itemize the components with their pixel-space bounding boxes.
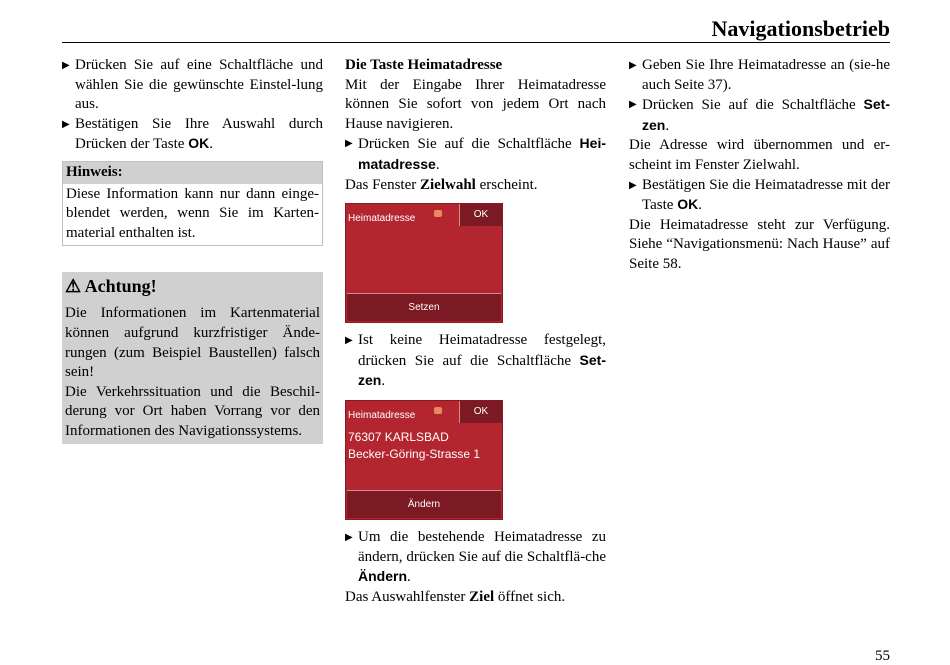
screen-address-line-2: Becker-Göring-Strasse 1 (348, 446, 481, 461)
paragraph: Das Fenster Zielwahl erscheint. (345, 176, 538, 193)
note-text: Diese Information kann nur dann einge-blendet werden, wenn Sie im Karten-material enthalten ist. (66, 185, 319, 241)
paragraph: Die Heimatadresse steht zur Verfügung. Siehe “Navigationsmenü: Nach Hause” auf Seite 58. (629, 216, 890, 272)
bullet-arrow-icon: ▶ (629, 60, 637, 71)
bullet-item: ▶ Um die bestehende Heimatadresse zu ändern, drücken Sie auf die Schaltflä-che Ändern. (345, 528, 606, 586)
note-title: Hinweis: (63, 162, 322, 184)
screen-ok-button: OK (459, 204, 502, 226)
button-label: Set-zen (358, 351, 606, 389)
bullet-arrow-icon: ▶ (345, 531, 353, 543)
warning-box (62, 272, 323, 443)
warning-text-2: Die Verkehrssituation und die Beschil-derung vor Ort haben Vorrang vor den Informationen des Navigationssystems. (65, 383, 320, 439)
warning-title: ⚠ Achtung! (65, 276, 157, 297)
bullet-arrow-icon: ▶ (345, 335, 353, 347)
header-rule (62, 42, 890, 43)
screen-aendern-button: Ändern (347, 490, 501, 518)
bullet-arrow-icon: ▶ (629, 99, 637, 111)
button-label: Hei-matadresse (358, 135, 606, 172)
paragraph: Die Adresse wird übernommen und er-scheint im Fenster Zielwahl. (629, 137, 890, 173)
warning-triangle-icon: ⚠ (65, 276, 82, 297)
paragraph: Das Auswahlfenster Ziel öffnet sich. (345, 588, 566, 605)
column-2 (345, 56, 606, 607)
note-box (62, 161, 323, 246)
bullet-arrow-icon: ▶ (62, 118, 70, 130)
home-icon (434, 407, 442, 414)
bullet-arrow-icon: ▶ (62, 60, 70, 71)
bullet-item: ▶ Drücken Sie auf die Schaltfläche Hei-matadresse. (345, 135, 606, 173)
section-heading: Die Taste Heimatadresse (345, 57, 503, 73)
bullet-item: ▶ Bestätigen Sie Ihre Auswahl durch Drücken der Taste OK. (62, 115, 323, 153)
key-label: OK (677, 196, 699, 213)
bullet-arrow-icon: ▶ (345, 138, 353, 150)
bullet-item: ▶ Drücken Sie auf die Schaltfläche Set-zen. (629, 96, 890, 134)
device-screenshot-aendern (345, 400, 503, 520)
bullet-item: ▶ Geben Sie Ihre Heimatadresse an (sie-he auch Seite 37). (629, 57, 890, 93)
screen-ok-button: OK (459, 401, 502, 423)
bullet-item: ▶ Ist keine Heimatadresse festgelegt, drücken Sie auf die Schaltfläche Set-zen. (345, 332, 606, 390)
paragraph: Mit der Eingabe Ihrer Heimatadresse können Sie sofort von jedem Ort nach Hause navigieren. (345, 76, 606, 132)
bullet-item: ▶ Drücken Sie auf eine Schaltfläche und wählen Sie die gewünschte Einstel-lung aus. (62, 57, 323, 113)
screen-setzen-button: Setzen (347, 293, 501, 321)
device-screenshot-setzen (345, 203, 503, 323)
home-icon (434, 210, 442, 217)
page-number: 55 (875, 648, 890, 664)
page-header-title: Navigationsbetrieb (711, 16, 890, 41)
bullet-arrow-icon: ▶ (629, 179, 637, 191)
column-3 (629, 56, 890, 275)
screen-address-line-1: 76307 KARLSBAD (348, 429, 449, 444)
screen-title: Heimatadresse (348, 213, 416, 225)
key-label: OK (188, 135, 210, 152)
button-label: Ändern (358, 568, 407, 585)
screen-title: Heimatadresse (348, 409, 416, 421)
warning-text-1: Die Informationen im Kartenmaterial können aufgrund kurzfristiger Ände-rungen (zum Beispiel Baustellen) falsch sein! (65, 305, 320, 381)
column-1 (62, 56, 323, 444)
button-label: Set-zen (642, 96, 890, 133)
bullet-item: ▶ Bestätigen Sie die Heimatadresse mit der Taste OK. (629, 176, 890, 214)
